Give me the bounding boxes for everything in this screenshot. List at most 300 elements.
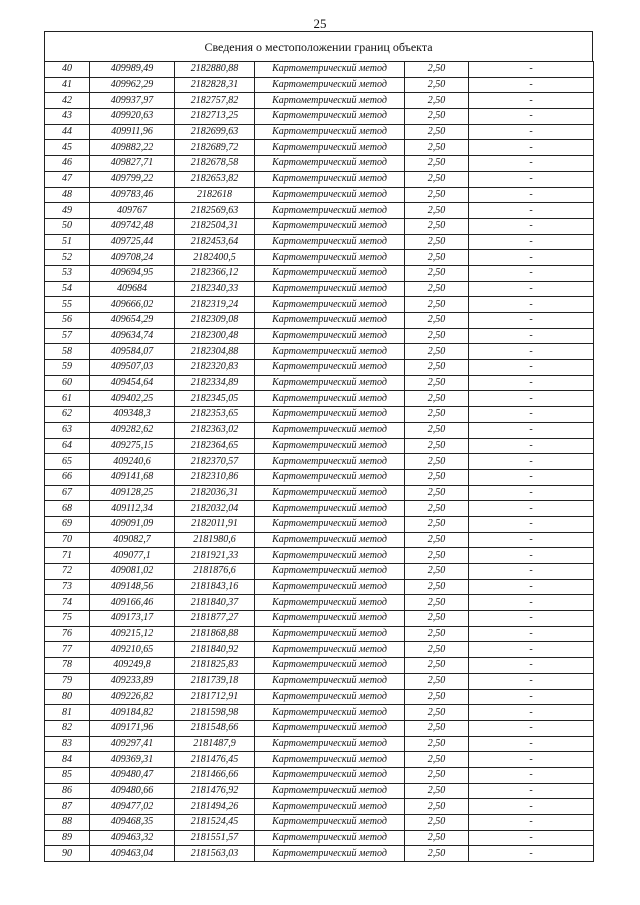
point-number-cell: 89	[45, 830, 90, 846]
table-row	[45, 595, 594, 611]
x-coordinate-cell: 409725,44	[90, 234, 175, 250]
x-coordinate-cell: 409128,25	[90, 485, 175, 501]
table-row	[45, 485, 594, 501]
description-cell: -	[469, 736, 594, 752]
table-row	[45, 62, 594, 78]
description-cell: -	[469, 501, 594, 517]
accuracy-cell: 2,50	[405, 815, 469, 831]
method-cell: Картометрический метод	[255, 767, 405, 783]
description-cell: -	[469, 124, 594, 140]
y-coordinate-cell: 2182504,31	[175, 218, 255, 234]
x-coordinate-cell: 409463,04	[90, 846, 175, 862]
table-row	[45, 124, 594, 140]
table-row	[45, 140, 594, 156]
accuracy-cell: 2,50	[405, 783, 469, 799]
method-cell: Картометрический метод	[255, 328, 405, 344]
accuracy-cell: 2,50	[405, 375, 469, 391]
point-number-cell: 70	[45, 532, 90, 548]
description-cell: -	[469, 595, 594, 611]
accuracy-cell: 2,50	[405, 799, 469, 815]
x-coordinate-cell: 409783,46	[90, 187, 175, 203]
table-row	[45, 532, 594, 548]
x-coordinate-cell: 409799,22	[90, 171, 175, 187]
method-cell: Картометрический метод	[255, 815, 405, 831]
y-coordinate-cell: 2182032,04	[175, 501, 255, 517]
description-cell: -	[469, 77, 594, 93]
accuracy-cell: 2,50	[405, 532, 469, 548]
description-cell: -	[469, 611, 594, 627]
point-number-cell: 87	[45, 799, 90, 815]
x-coordinate-cell: 409141,68	[90, 469, 175, 485]
table-row	[45, 313, 594, 329]
accuracy-cell: 2,50	[405, 156, 469, 172]
accuracy-cell: 2,50	[405, 579, 469, 595]
method-cell: Картометрический метод	[255, 360, 405, 376]
description-cell: -	[469, 469, 594, 485]
description-cell: -	[469, 93, 594, 109]
accuracy-cell: 2,50	[405, 642, 469, 658]
table-row	[45, 265, 594, 281]
x-coordinate-cell: 409297,41	[90, 736, 175, 752]
accuracy-cell: 2,50	[405, 281, 469, 297]
y-coordinate-cell: 2182309,08	[175, 313, 255, 329]
method-cell: Картометрический метод	[255, 799, 405, 815]
table-row	[45, 297, 594, 313]
x-coordinate-cell: 409215,12	[90, 626, 175, 642]
description-cell: -	[469, 815, 594, 831]
accuracy-cell: 2,50	[405, 501, 469, 517]
method-cell: Картометрический метод	[255, 234, 405, 250]
description-cell: -	[469, 265, 594, 281]
table-row	[45, 328, 594, 344]
x-coordinate-cell: 409742,48	[90, 218, 175, 234]
point-number-cell: 49	[45, 203, 90, 219]
y-coordinate-cell: 2181563,03	[175, 846, 255, 862]
point-number-cell: 90	[45, 846, 90, 862]
y-coordinate-cell: 2182363,02	[175, 422, 255, 438]
table-row	[45, 77, 594, 93]
method-cell: Картометрический метод	[255, 564, 405, 580]
accuracy-cell: 2,50	[405, 454, 469, 470]
y-coordinate-cell: 2181980,6	[175, 532, 255, 548]
x-coordinate-cell: 409962,29	[90, 77, 175, 93]
method-cell: Картометрический метод	[255, 124, 405, 140]
y-coordinate-cell: 2182320,83	[175, 360, 255, 376]
x-coordinate-cell: 409402,25	[90, 391, 175, 407]
y-coordinate-cell: 2182340,33	[175, 281, 255, 297]
y-coordinate-cell: 2182713,25	[175, 109, 255, 125]
point-number-cell: 83	[45, 736, 90, 752]
description-cell: -	[469, 407, 594, 423]
point-number-cell: 88	[45, 815, 90, 831]
point-number-cell: 79	[45, 673, 90, 689]
method-cell: Картометрический метод	[255, 391, 405, 407]
x-coordinate-cell: 409882,22	[90, 140, 175, 156]
table-row	[45, 705, 594, 721]
accuracy-cell: 2,50	[405, 140, 469, 156]
description-cell: -	[469, 328, 594, 344]
method-cell: Картометрический метод	[255, 736, 405, 752]
method-cell: Картометрический метод	[255, 642, 405, 658]
x-coordinate-cell: 409091,09	[90, 516, 175, 532]
description-cell: -	[469, 360, 594, 376]
description-cell: -	[469, 642, 594, 658]
point-number-cell: 48	[45, 187, 90, 203]
x-coordinate-cell: 409827,71	[90, 156, 175, 172]
y-coordinate-cell: 2182300,48	[175, 328, 255, 344]
point-number-cell: 64	[45, 438, 90, 454]
description-cell: -	[469, 187, 594, 203]
y-coordinate-cell: 2182319,24	[175, 297, 255, 313]
table-row	[45, 344, 594, 360]
x-coordinate-cell: 409275,15	[90, 438, 175, 454]
y-coordinate-cell: 2182689,72	[175, 140, 255, 156]
method-cell: Картометрический метод	[255, 344, 405, 360]
method-cell: Картометрический метод	[255, 140, 405, 156]
table-row	[45, 767, 594, 783]
y-coordinate-cell: 2181551,57	[175, 830, 255, 846]
accuracy-cell: 2,50	[405, 438, 469, 454]
method-cell: Картометрический метод	[255, 77, 405, 93]
accuracy-cell: 2,50	[405, 265, 469, 281]
point-number-cell: 86	[45, 783, 90, 799]
point-number-cell: 46	[45, 156, 90, 172]
accuracy-cell: 2,50	[405, 62, 469, 78]
table-row	[45, 846, 594, 862]
point-number-cell: 52	[45, 250, 90, 266]
point-number-cell: 74	[45, 595, 90, 611]
description-cell: -	[469, 548, 594, 564]
accuracy-cell: 2,50	[405, 360, 469, 376]
description-cell: -	[469, 250, 594, 266]
point-number-cell: 82	[45, 720, 90, 736]
table-row	[45, 626, 594, 642]
x-coordinate-cell: 409240,6	[90, 454, 175, 470]
y-coordinate-cell: 2181876,6	[175, 564, 255, 580]
accuracy-cell: 2,50	[405, 767, 469, 783]
accuracy-cell: 2,50	[405, 187, 469, 203]
description-cell: -	[469, 783, 594, 799]
description-cell: -	[469, 767, 594, 783]
description-cell: -	[469, 375, 594, 391]
y-coordinate-cell: 2181598,98	[175, 705, 255, 721]
accuracy-cell: 2,50	[405, 297, 469, 313]
y-coordinate-cell: 2181548,66	[175, 720, 255, 736]
y-coordinate-cell: 2181825,83	[175, 658, 255, 674]
table-row	[45, 438, 594, 454]
y-coordinate-cell: 2181487,9	[175, 736, 255, 752]
point-number-cell: 77	[45, 642, 90, 658]
point-number-cell: 42	[45, 93, 90, 109]
point-number-cell: 72	[45, 564, 90, 580]
accuracy-cell: 2,50	[405, 595, 469, 611]
x-coordinate-cell: 409584,07	[90, 344, 175, 360]
method-cell: Картометрический метод	[255, 62, 405, 78]
table-row	[45, 375, 594, 391]
table-row	[45, 203, 594, 219]
method-cell: Картометрический метод	[255, 438, 405, 454]
method-cell: Картометрический метод	[255, 407, 405, 423]
y-coordinate-cell: 2181476,45	[175, 752, 255, 768]
method-cell: Картометрический метод	[255, 783, 405, 799]
table-row	[45, 454, 594, 470]
table-row	[45, 407, 594, 423]
y-coordinate-cell: 2181921,33	[175, 548, 255, 564]
accuracy-cell: 2,50	[405, 328, 469, 344]
table-row	[45, 391, 594, 407]
y-coordinate-cell: 2182304,88	[175, 344, 255, 360]
method-cell: Картометрический метод	[255, 532, 405, 548]
x-coordinate-cell: 409077,1	[90, 548, 175, 564]
method-cell: Картометрический метод	[255, 501, 405, 517]
accuracy-cell: 2,50	[405, 705, 469, 721]
accuracy-cell: 2,50	[405, 313, 469, 329]
description-cell: -	[469, 532, 594, 548]
point-number-cell: 40	[45, 62, 90, 78]
table-heading: Сведения о местоположении границ объекта	[44, 31, 593, 61]
point-number-cell: 54	[45, 281, 90, 297]
description-cell: -	[469, 438, 594, 454]
y-coordinate-cell: 2181494,26	[175, 799, 255, 815]
method-cell: Картометрический метод	[255, 673, 405, 689]
table-row	[45, 187, 594, 203]
accuracy-cell: 2,50	[405, 516, 469, 532]
description-cell: -	[469, 156, 594, 172]
x-coordinate-cell: 409282,62	[90, 422, 175, 438]
table-row	[45, 109, 594, 125]
y-coordinate-cell: 2182364,65	[175, 438, 255, 454]
description-cell: -	[469, 454, 594, 470]
description-cell: -	[469, 391, 594, 407]
x-coordinate-cell: 409708,24	[90, 250, 175, 266]
point-number-cell: 50	[45, 218, 90, 234]
y-coordinate-cell: 2182345,05	[175, 391, 255, 407]
table-row	[45, 783, 594, 799]
accuracy-cell: 2,50	[405, 250, 469, 266]
point-number-cell: 41	[45, 77, 90, 93]
y-coordinate-cell: 2181712,91	[175, 689, 255, 705]
y-coordinate-cell: 2181524,45	[175, 815, 255, 831]
method-cell: Картометрический метод	[255, 454, 405, 470]
boundary-points-table	[44, 61, 594, 862]
y-coordinate-cell: 2181843,16	[175, 579, 255, 595]
x-coordinate-cell: 409081,02	[90, 564, 175, 580]
y-coordinate-cell: 2182453,64	[175, 234, 255, 250]
accuracy-cell: 2,50	[405, 422, 469, 438]
description-cell: -	[469, 171, 594, 187]
accuracy-cell: 2,50	[405, 485, 469, 501]
method-cell: Картометрический метод	[255, 830, 405, 846]
point-number-cell: 69	[45, 516, 90, 532]
point-number-cell: 47	[45, 171, 90, 187]
method-cell: Картометрический метод	[255, 109, 405, 125]
point-number-cell: 61	[45, 391, 90, 407]
table-body	[45, 62, 594, 862]
x-coordinate-cell: 409634,74	[90, 328, 175, 344]
method-cell: Картометрический метод	[255, 218, 405, 234]
table-row	[45, 501, 594, 517]
table-row	[45, 611, 594, 627]
description-cell: -	[469, 422, 594, 438]
y-coordinate-cell: 2182828,31	[175, 77, 255, 93]
accuracy-cell: 2,50	[405, 626, 469, 642]
table-row	[45, 830, 594, 846]
point-number-cell: 81	[45, 705, 90, 721]
y-coordinate-cell: 2182011,91	[175, 516, 255, 532]
point-number-cell: 51	[45, 234, 90, 250]
x-coordinate-cell: 409666,02	[90, 297, 175, 313]
table-row	[45, 93, 594, 109]
point-number-cell: 85	[45, 767, 90, 783]
point-number-cell: 56	[45, 313, 90, 329]
accuracy-cell: 2,50	[405, 720, 469, 736]
x-coordinate-cell: 409937,97	[90, 93, 175, 109]
method-cell: Картометрический метод	[255, 469, 405, 485]
x-coordinate-cell: 409148,56	[90, 579, 175, 595]
method-cell: Картометрический метод	[255, 516, 405, 532]
x-coordinate-cell: 409507,03	[90, 360, 175, 376]
accuracy-cell: 2,50	[405, 564, 469, 580]
method-cell: Картометрический метод	[255, 171, 405, 187]
point-number-cell: 65	[45, 454, 90, 470]
x-coordinate-cell: 409911,96	[90, 124, 175, 140]
method-cell: Картометрический метод	[255, 626, 405, 642]
description-cell: -	[469, 516, 594, 532]
x-coordinate-cell: 409369,31	[90, 752, 175, 768]
x-coordinate-cell: 409348,3	[90, 407, 175, 423]
table-row	[45, 234, 594, 250]
description-cell: -	[469, 313, 594, 329]
point-number-cell: 71	[45, 548, 90, 564]
description-cell: -	[469, 705, 594, 721]
description-cell: -	[469, 626, 594, 642]
description-cell: -	[469, 218, 594, 234]
x-coordinate-cell: 409112,34	[90, 501, 175, 517]
method-cell: Картометрический метод	[255, 265, 405, 281]
accuracy-cell: 2,50	[405, 124, 469, 140]
table-row	[45, 673, 594, 689]
method-cell: Картометрический метод	[255, 595, 405, 611]
y-coordinate-cell: 2182653,82	[175, 171, 255, 187]
table-row	[45, 171, 594, 187]
method-cell: Картометрический метод	[255, 485, 405, 501]
x-coordinate-cell: 409463,32	[90, 830, 175, 846]
description-cell: -	[469, 846, 594, 862]
table-row	[45, 736, 594, 752]
description-cell: -	[469, 344, 594, 360]
point-number-cell: 76	[45, 626, 90, 642]
accuracy-cell: 2,50	[405, 203, 469, 219]
accuracy-cell: 2,50	[405, 344, 469, 360]
accuracy-cell: 2,50	[405, 407, 469, 423]
y-coordinate-cell: 2182370,57	[175, 454, 255, 470]
point-number-cell: 44	[45, 124, 90, 140]
description-cell: -	[469, 485, 594, 501]
description-cell: -	[469, 720, 594, 736]
accuracy-cell: 2,50	[405, 752, 469, 768]
y-coordinate-cell: 2181877,27	[175, 611, 255, 627]
method-cell: Картометрический метод	[255, 752, 405, 768]
method-cell: Картометрический метод	[255, 375, 405, 391]
accuracy-cell: 2,50	[405, 846, 469, 862]
table-row	[45, 360, 594, 376]
method-cell: Картометрический метод	[255, 187, 405, 203]
point-number-cell: 43	[45, 109, 90, 125]
method-cell: Картометрический метод	[255, 250, 405, 266]
table-row	[45, 218, 594, 234]
table-row	[45, 422, 594, 438]
y-coordinate-cell: 2182400,5	[175, 250, 255, 266]
page-number: 25	[313, 16, 327, 31]
method-cell: Картометрический метод	[255, 548, 405, 564]
x-coordinate-cell: 409694,95	[90, 265, 175, 281]
description-cell: -	[469, 109, 594, 125]
table-row	[45, 752, 594, 768]
table-row	[45, 642, 594, 658]
y-coordinate-cell: 2181868,88	[175, 626, 255, 642]
table-row	[45, 548, 594, 564]
table-row	[45, 250, 594, 266]
method-cell: Картометрический метод	[255, 93, 405, 109]
x-coordinate-cell: 409989,49	[90, 62, 175, 78]
x-coordinate-cell: 409233,89	[90, 673, 175, 689]
table-row	[45, 658, 594, 674]
x-coordinate-cell: 409210,65	[90, 642, 175, 658]
method-cell: Картометрический метод	[255, 281, 405, 297]
accuracy-cell: 2,50	[405, 171, 469, 187]
description-cell: -	[469, 281, 594, 297]
y-coordinate-cell: 2181466,66	[175, 767, 255, 783]
point-number-cell: 60	[45, 375, 90, 391]
y-coordinate-cell: 2181739,18	[175, 673, 255, 689]
y-coordinate-cell: 2182353,65	[175, 407, 255, 423]
table-row	[45, 815, 594, 831]
point-number-cell: 53	[45, 265, 90, 281]
table-row	[45, 799, 594, 815]
accuracy-cell: 2,50	[405, 391, 469, 407]
x-coordinate-cell: 409173,17	[90, 611, 175, 627]
x-coordinate-cell: 409249,8	[90, 658, 175, 674]
y-coordinate-cell: 2181840,37	[175, 595, 255, 611]
accuracy-cell: 2,50	[405, 611, 469, 627]
accuracy-cell: 2,50	[405, 830, 469, 846]
boundary-table-section	[44, 31, 593, 862]
x-coordinate-cell: 409166,46	[90, 595, 175, 611]
description-cell: -	[469, 297, 594, 313]
description-cell: -	[469, 579, 594, 595]
description-cell: -	[469, 689, 594, 705]
method-cell: Картометрический метод	[255, 689, 405, 705]
y-coordinate-cell: 2182366,12	[175, 265, 255, 281]
method-cell: Картометрический метод	[255, 611, 405, 627]
x-coordinate-cell: 409184,82	[90, 705, 175, 721]
point-number-cell: 66	[45, 469, 90, 485]
table-row	[45, 720, 594, 736]
y-coordinate-cell: 2182310,86	[175, 469, 255, 485]
description-cell: -	[469, 234, 594, 250]
point-number-cell: 62	[45, 407, 90, 423]
method-cell: Картометрический метод	[255, 422, 405, 438]
accuracy-cell: 2,50	[405, 469, 469, 485]
x-coordinate-cell: 409454,64	[90, 375, 175, 391]
point-number-cell: 57	[45, 328, 90, 344]
accuracy-cell: 2,50	[405, 93, 469, 109]
point-number-cell: 55	[45, 297, 90, 313]
x-coordinate-cell: 409684	[90, 281, 175, 297]
x-coordinate-cell: 409477,02	[90, 799, 175, 815]
y-coordinate-cell: 2181476,92	[175, 783, 255, 799]
method-cell: Картометрический метод	[255, 203, 405, 219]
